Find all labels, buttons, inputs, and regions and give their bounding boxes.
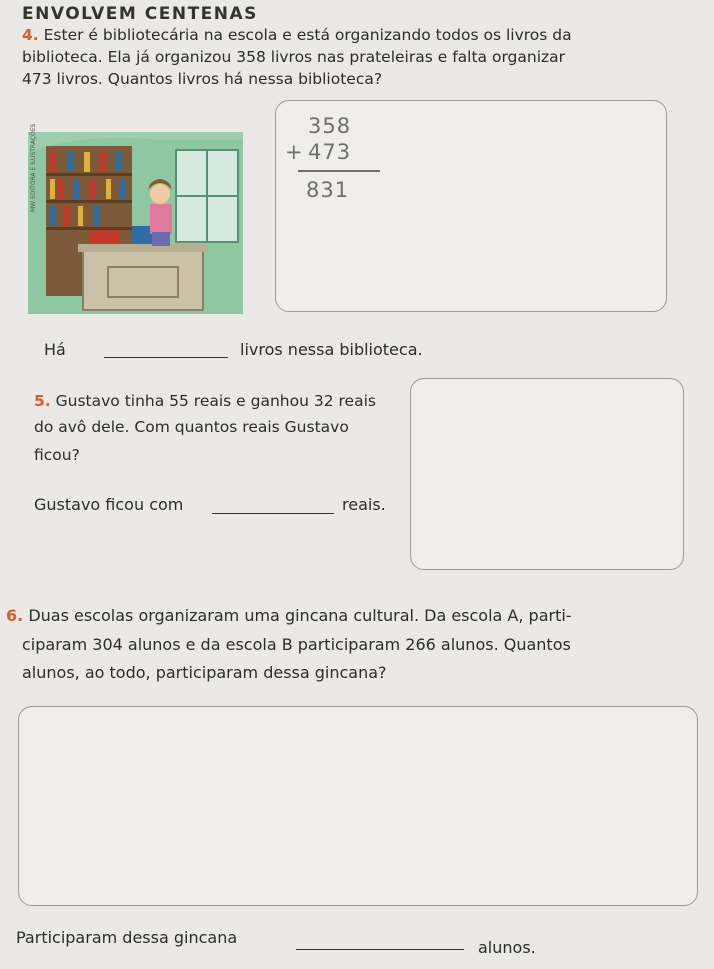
q4-hand-addend2: 473 (308, 140, 352, 164)
q4-line-2: biblioteca. Ela já organizou 358 livros nas prateleiras e falta organizar (22, 48, 566, 66)
q4-hand-addend1: 358 (308, 114, 352, 138)
q4-line-1 (22, 24, 572, 46)
q4-hand-result: 831 (306, 178, 350, 202)
q5-text-1: Gustavo tinha 55 reais e ganhou 32 reais (55, 392, 376, 410)
q4-text-1: Ester é bibliotecária na escola e está organizando todos os livros da (43, 26, 572, 44)
q4-line-3: 473 livros. Quantos livros há nessa biblioteca? (22, 70, 383, 88)
q6-answer-blank[interactable] (296, 948, 464, 950)
q5-answer-prefix: Gustavo ficou com (34, 495, 184, 514)
q6-line-3: alunos, ao todo, participaram dessa gincana? (22, 663, 387, 682)
q4-answer-prefix: Há (44, 340, 66, 359)
q4-hand-plus: + (285, 140, 304, 164)
q6-line-1 (6, 605, 572, 627)
illustration-credit: MW EDITORA E ILUSTRAÇÕES (30, 123, 37, 212)
q4-number: 4. (22, 26, 39, 44)
q6-number: 6. (6, 606, 24, 625)
q6-text-1: Duas escolas organizaram uma gincana cultural. Da escola A, parti- (28, 606, 572, 625)
q5-line-1 (34, 390, 376, 412)
q4-answer-suffix: livros nessa biblioteca. (240, 340, 423, 359)
q4-hand-sum-line (298, 170, 380, 172)
q6-answer-box[interactable] (18, 706, 698, 906)
librarian-illustration (28, 132, 243, 314)
q5-line-3: ficou? (34, 446, 80, 464)
q5-answer-blank[interactable] (212, 512, 334, 514)
q4-answer-blank[interactable] (104, 356, 228, 358)
q6-answer-prefix: Participaram dessa gincana (16, 928, 238, 947)
q5-line-2: do avô dele. Com quantos reais Gustavo (34, 418, 349, 436)
q5-answer-box[interactable] (410, 378, 684, 570)
q5-number: 5. (34, 392, 51, 410)
q6-answer-suffix: alunos. (478, 938, 536, 957)
q6-line-2: ciparam 304 alunos e da escola B participaram 266 alunos. Quantos (22, 635, 571, 654)
section-title: ENVOLVEM CENTENAS (22, 4, 258, 24)
q5-answer-suffix: reais. (342, 495, 386, 514)
